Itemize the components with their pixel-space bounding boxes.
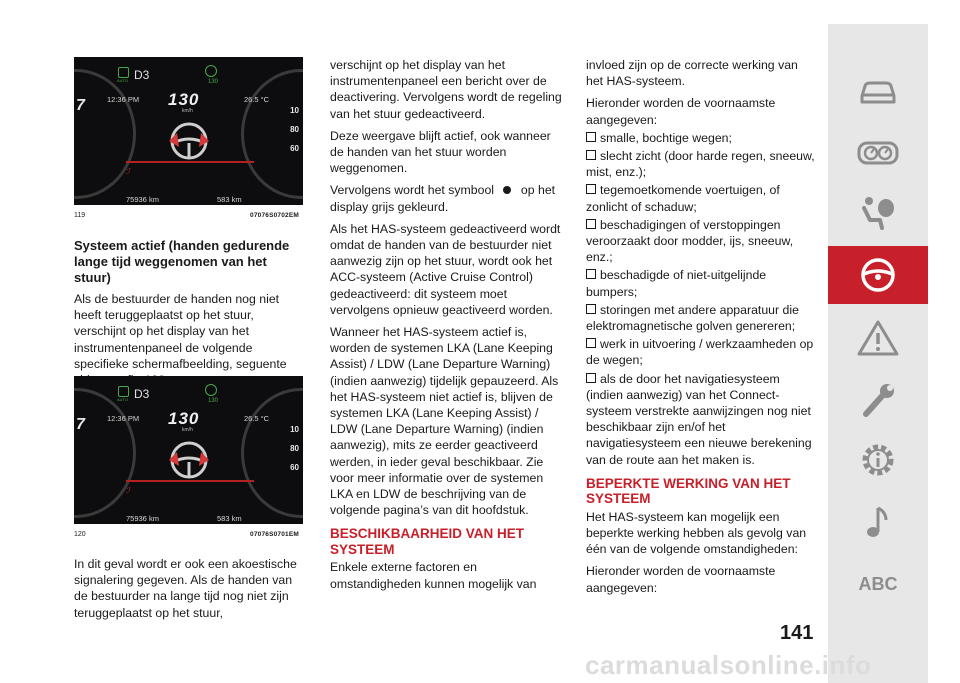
bullet-square-icon bbox=[586, 132, 596, 142]
right-gauge-marks: 10 80 60 bbox=[290, 106, 299, 153]
figure-number: 120 bbox=[74, 531, 86, 538]
list-item: slecht zicht (door harde regen, sneeuw, mist, enz.); bbox=[586, 149, 815, 180]
abc-index-label: ABC bbox=[858, 573, 898, 594]
left-gauge bbox=[74, 69, 136, 199]
speed-unit: km/h bbox=[182, 108, 193, 114]
paragraph: Hieronder worden de voornaamste aangegeven: bbox=[586, 564, 776, 595]
set-speed: 130 bbox=[208, 79, 219, 85]
paragraph: In dit geval wordt er ook een akoestische signalering gegeven. Als de handen van de bestuurder na lange tijd nog niet zijn teruggeplaatst op het stuur, bbox=[74, 557, 297, 620]
range: 583 km bbox=[217, 514, 242, 523]
sidebar-item-driving[interactable] bbox=[828, 246, 928, 304]
outside-temperature: 26.5 °C bbox=[244, 414, 270, 423]
paragraph-text: Vervolgens wordt het symbool bbox=[330, 183, 495, 198]
speed-readout: 130 bbox=[168, 409, 200, 428]
bullet-square-icon bbox=[586, 184, 596, 194]
hands-on-symbol-icon bbox=[503, 186, 511, 194]
warning-bar bbox=[126, 480, 254, 482]
figure-120-dashboard bbox=[74, 376, 303, 524]
sidebar-item-maintenance[interactable] bbox=[828, 376, 928, 424]
range: 583 km bbox=[217, 195, 242, 204]
hands-on-indicator-icon bbox=[205, 65, 217, 77]
steering-wheel-icon bbox=[167, 438, 211, 482]
speed-readout: 130 bbox=[168, 90, 200, 109]
bullet-square-icon bbox=[586, 150, 596, 160]
paragraph: Als de bestuurder de handen nog niet heeft teruggeplaatst op het stuur, verschijnt op het display van het instrumentenpaneel de volgende specifieke schermafbeelding, seguente bbox=[74, 292, 287, 371]
bullet-square-icon bbox=[586, 373, 596, 383]
airbag-icon bbox=[856, 194, 900, 232]
list-item: als de door het navigatiesysteem (indien aanwezig) van het Connect-systeem verstrekte aanwijzingen nog niet beschikbaar zijn en/of het navigatiesysteem een nieuwe berekening van de route aan het maken is. bbox=[586, 371, 812, 467]
bullet-square-icon bbox=[586, 338, 596, 348]
instrument-panel-icon bbox=[856, 134, 900, 172]
sidebar-item-multimedia[interactable] bbox=[828, 498, 928, 546]
column-1-top bbox=[74, 238, 306, 394]
auto-indicator-icon bbox=[118, 67, 129, 78]
bullet-square-icon bbox=[586, 219, 596, 229]
paragraph: verschijnt op het display van het instrumentenpaneel een bericht over de deactivering. Vervolgens wordt de regeling van het stuur gedeactiveerd. bbox=[330, 58, 562, 121]
paragraph: Enkele externe factoren en omstandigheden kunnen mogelijk van bbox=[330, 560, 537, 591]
sidebar-item-index[interactable] bbox=[828, 560, 928, 608]
column-2 bbox=[330, 57, 562, 598]
sidebar-item-instruments[interactable] bbox=[828, 129, 928, 177]
list-item: storingen met andere apparatuur die elektromagnetische golven genereren; bbox=[586, 302, 799, 334]
paragraph: invloed zijn op de correcte werking van het HAS-systeem. bbox=[586, 58, 798, 89]
list-item: beschadigde of niet-uitgelijnde bumpers; bbox=[586, 268, 767, 299]
steering-wheel-icon bbox=[167, 119, 211, 163]
figure-code: 07076S0702EM bbox=[250, 212, 300, 219]
sidebar-item-technical-data[interactable] bbox=[828, 436, 928, 484]
left-gauge bbox=[74, 388, 136, 518]
figure-119-dashboard bbox=[74, 57, 303, 205]
set-speed: 130 bbox=[208, 398, 219, 404]
odometer: 75936 km bbox=[126, 195, 159, 204]
lane-assist-icon: ℐ bbox=[126, 167, 130, 176]
music-note-icon bbox=[856, 503, 900, 541]
watermark: carmanualsonline.info bbox=[585, 650, 872, 680]
column-1-bottom bbox=[74, 556, 306, 627]
left-gauge-mark: 7 bbox=[76, 97, 85, 114]
paragraph: Hieronder worden de voornaamste aangegeven: bbox=[586, 96, 776, 127]
hands-on-indicator-icon bbox=[205, 384, 217, 396]
page-number: 141 bbox=[780, 622, 814, 644]
section-heading: BEPERKTE WERKING VAN HET SYSTEEM bbox=[586, 475, 791, 507]
sidebar-item-safety[interactable] bbox=[828, 189, 928, 237]
car-icon bbox=[856, 72, 900, 110]
figure-number: 119 bbox=[74, 212, 86, 219]
odometer: 75936 km bbox=[126, 514, 159, 523]
warning-bar bbox=[126, 161, 254, 163]
figure-code: 07076S0701EM bbox=[250, 531, 300, 538]
left-gauge-mark: 7 bbox=[76, 416, 85, 433]
list-item: tegemoetkomende voertuigen, of zonlicht of schaduw; bbox=[586, 183, 780, 214]
paragraph: Het HAS-systeem kan mogelijk een beperkte werking hebben als gevolg van één van de volgende omstandigheden: bbox=[586, 509, 807, 557]
auto-label: AUTO bbox=[117, 78, 129, 83]
list-item: beschadigingen of verstoppingen veroorzaakt door modder, ijs, sneeuw, enz.; bbox=[586, 217, 794, 265]
gear-indicator: D3 bbox=[134, 387, 150, 401]
list-item: smalle, bochtige wegen; bbox=[586, 130, 818, 146]
bullet-square-icon bbox=[586, 269, 596, 279]
steering-wheel-icon bbox=[856, 256, 900, 294]
chapter-sidebar bbox=[828, 24, 928, 683]
paragraph-text: op het display grijs gekleurd. bbox=[330, 183, 556, 214]
section-heading: BESCHIKBAARHEID VAN HET SYSTEEM bbox=[330, 526, 525, 557]
sidebar-item-car[interactable] bbox=[828, 67, 928, 115]
warning-triangle-icon bbox=[856, 319, 900, 357]
paragraph: Wanneer het HAS-systeem actief is, worden de systemen LKA (Lane Keeping Assist) / LDW (Lane Departure Warning) (indien aanwezig) tijdelijk gepauzeerd. Als het HAS-systeem niet actief is, blijven de systemen LKA (Lane Keeping Assist) / LDW (Lane Departure Warning) (indien aanwezig), mits ze eerder geactiveerd werden, in ieder geval beschikbaar. Zie voor meer informatie over de systemen LKA en LDW de beschrijving van de volgende pagina’s van dit hoofdstuk. bbox=[330, 325, 559, 518]
clock: 12:36 PM bbox=[107, 414, 140, 423]
outside-temperature: 26.5 °C bbox=[244, 95, 270, 104]
list-item: werk in uitvoering / werkzaamheden op de wegen; bbox=[586, 337, 814, 368]
auto-indicator-icon bbox=[118, 386, 129, 397]
sidebar-item-warnings[interactable] bbox=[828, 314, 928, 362]
paragraph: Deze weergave blijft actief, ook wanneer de handen van het stuur worden weggenomen. bbox=[330, 128, 551, 176]
clock: 12:36 PM bbox=[107, 95, 140, 104]
paragraph: Als het HAS-systeem gedeactiveerd wordt omdat de handen van de bestuurder niet aanwezig zijn op het stuur, wordt ook het ACC-systeem (Active Cruise Control) gedeactiveerd: dit systeem moet vervolgens opnieuw geactiveerd worden. bbox=[330, 221, 561, 317]
bullet-square-icon bbox=[586, 304, 596, 314]
gear-indicator: D3 bbox=[134, 68, 150, 82]
auto-label: AUTO bbox=[117, 397, 129, 402]
right-gauge-marks: 10 80 60 bbox=[290, 425, 299, 472]
section-heading: Systeem actief (handen gedurende lange tijd weggenomen van het stuur) bbox=[74, 238, 290, 285]
gear-info-icon bbox=[856, 441, 900, 479]
speed-unit: km/h bbox=[182, 427, 193, 433]
lane-assist-icon: ℐ bbox=[126, 486, 130, 495]
wrench-icon bbox=[856, 381, 900, 419]
paragraph bbox=[330, 182, 562, 214]
column-3 bbox=[586, 57, 818, 602]
